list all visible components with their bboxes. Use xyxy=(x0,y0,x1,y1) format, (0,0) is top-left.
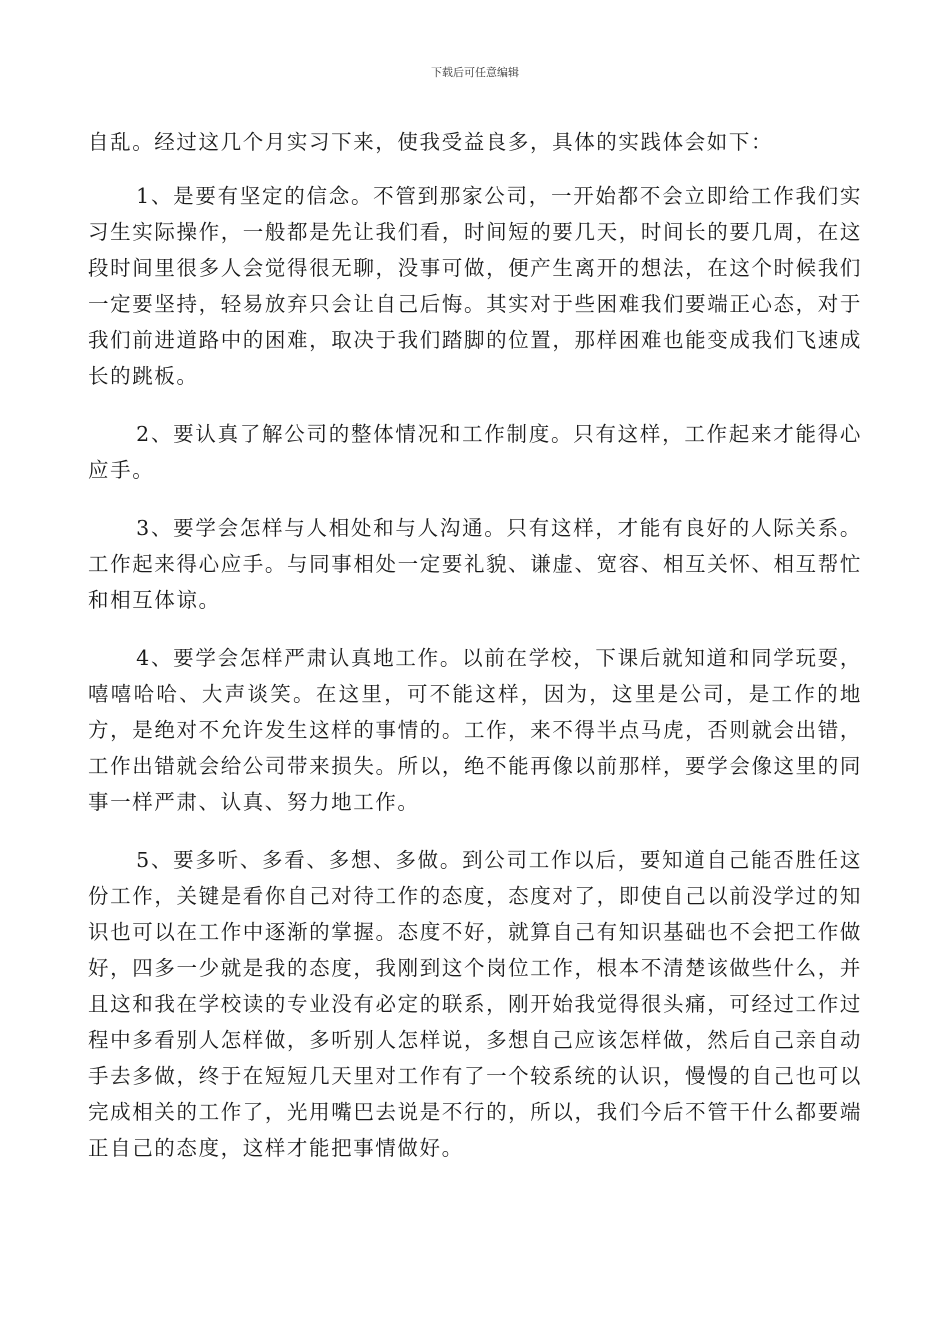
paragraph-point-2: 2、要认真了解公司的整体情况和工作制度。只有这样，工作起来才能得心应手。 xyxy=(88,422,862,482)
paragraph-point-5: 5、要多听、多看、多想、多做。到公司工作以后，要知道自己能否胜任这份工作，关键是看你自己对待工作的态度，态度对了，即使自己以前没学过的知识也可以在工作中逐渐的掌握。态度不好，就算自己有知识基础也不会把工作做好，四多一少就是我的态度，我刚到这个岗位工作，根本不清楚该做些什么，并且这和我在学校读的专业没有必定的联系，刚开始我觉得很头痛，可经过工作过程中多看别人怎样做，多听别人怎样说，多想自己应该怎样做，然后自己亲自动手去多做，终于在短短几天里对工作有了一个较系统的认识，慢慢的自己也可以完成相关的工作了，光用嘴巴去说是不行的，所以，我们今后不管干什么都要端正自己的态度，这样才能把事情做好。 xyxy=(88,848,862,1160)
page-header-watermark: 下载后可任意编辑 xyxy=(431,66,519,79)
paragraph-point-3: 3、要学会怎样与人相处和与人沟通。只有这样，才能有良好的人际关系。工作起来得心应手。与同事相处一定要礼貌、谦虚、宽容、相互关怀、相互帮忙和相互体谅。 xyxy=(88,516,862,612)
paragraph-point-1: 1、是要有坚定的信念。不管到那家公司，一开始都不会立即给工作我们实习生实际操作，一般都是先让我们看，时间短的要几天，时间长的要几周，在这段时间里很多人会觉得很无聊，没事可做，便产生离开的想法，在这个时候我们一定要坚持，轻易放弃只会让自己后悔。其实对于些困难我们要端正心态，对于我们前进道路中的困难，取决于我们踏脚的位置，那样困难也能变成我们飞速成长的跳板。 xyxy=(88,184,862,388)
lead-paragraph: 自乱。经过这几个月实习下来，使我受益良多，具体的实践体会如下： xyxy=(88,130,774,154)
paragraph-point-4: 4、要学会怎样严肃认真地工作。以前在学校，下课后就知道和同学玩耍，嘻嘻哈哈、大声谈笑。在这里，可不能这样，因为，这里是公司，是工作的地方，是绝对不允许发生这样的事情的。工作，来不得半点马虎，否则就会出错，工作出错就会给公司带来损失。所以，绝不能再像以前那样，要学会像这里的同事一样严肃、认真、努力地工作。 xyxy=(88,646,862,814)
document-body xyxy=(88,124,862,1188)
